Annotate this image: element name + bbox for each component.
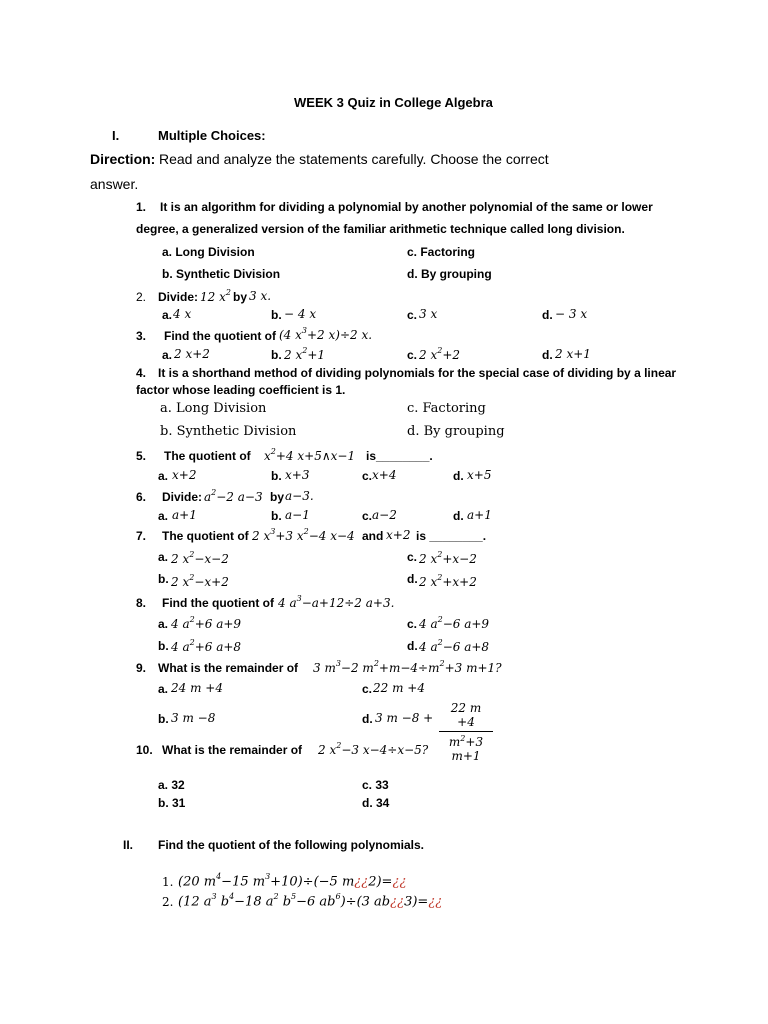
- part2-item2-number: 2.: [162, 895, 174, 909]
- q9-option-b-label: b.: [158, 712, 169, 726]
- direction-text: Read and analyze the statements carefully. Choose the correct: [159, 151, 549, 167]
- q6-text: Divide:: [162, 490, 203, 504]
- q5-option-c: x+4: [372, 468, 397, 482]
- q7-and: and: [362, 529, 384, 543]
- q7-blank: is ________.: [416, 529, 487, 543]
- q9-number: 9.: [136, 661, 147, 675]
- q4-text-line2: factor whose leading coefficient is 1.: [136, 383, 346, 397]
- q5-option-b: x+3: [285, 468, 310, 482]
- q8-option-b-label: b.: [158, 639, 169, 653]
- q2-text: Divide:: [158, 290, 199, 304]
- q6-option-d: a+1: [467, 508, 492, 522]
- q8-number: 8.: [136, 596, 147, 610]
- q7-option-a: 2 $x^2-x-2$: [171, 550, 229, 566]
- part1-numeral: I.: [112, 128, 120, 143]
- q8-option-a-label: a.: [158, 617, 169, 631]
- q9-option-d-denominator: $m^2+3$ m+1: [448, 734, 484, 763]
- q3-text: Find the quotient of: [164, 329, 276, 343]
- q8-option-c-label: c.: [407, 617, 418, 631]
- direction-label: Direction:: [90, 151, 156, 167]
- q5-number: 5.: [136, 449, 147, 463]
- q3-expression: (4 $x^3+2$ x)÷2 x.: [279, 326, 373, 342]
- q9-text: What is the remainder of: [158, 661, 299, 675]
- part2-heading: Find the quotient of the following polynomials.: [158, 838, 424, 852]
- q8-option-b: 4 $a^2+6$ a+8: [171, 638, 242, 654]
- q7-divisor: x+2: [386, 528, 411, 542]
- q2-option-a-label: a.: [162, 308, 173, 322]
- q8-option-d-label: d.: [407, 639, 418, 653]
- q7-option-b-label: b.: [158, 572, 169, 586]
- q6-number: 6.: [136, 490, 147, 504]
- q10-option-b: b. 31: [158, 796, 186, 810]
- q4-text-line1: It is a shorthand method of dividing polynomials for the special case of dividing by a linear: [158, 366, 677, 380]
- q1-option-d: d. By grouping: [407, 267, 492, 281]
- q8-text: Find the quotient of: [162, 596, 274, 610]
- q6-expression: $a^2-2$ a−3: [204, 488, 263, 504]
- q1-option-b: b. Synthetic Division: [162, 267, 281, 281]
- q9-option-c: 22 m +4: [373, 681, 425, 695]
- q9-option-a-label: a.: [158, 682, 169, 696]
- q9-option-d-numerator: 22 m +4: [439, 701, 493, 732]
- q4-option-c: c. Factoring: [407, 401, 486, 416]
- q2-option-b-label: b.: [271, 308, 282, 322]
- q9-option-d-whole: 3 m −8 +: [375, 711, 434, 725]
- q2-option-b: − 4 x: [284, 307, 317, 321]
- q2-option-c: 3 x: [419, 307, 438, 321]
- q3-option-c: 2 $x^2+2$: [419, 346, 461, 362]
- q9-option-d-fraction: [439, 701, 493, 763]
- q3-option-c-label: c.: [407, 348, 418, 362]
- q9-option-a: 24 m +4: [171, 681, 223, 695]
- q7-option-d: 2 $x^2+x+2$: [419, 573, 477, 589]
- q9-option-b: 3 m −8: [171, 711, 216, 725]
- q1-option-c: c. Factoring: [407, 245, 476, 259]
- part2-item1-number: 1.: [162, 875, 174, 889]
- q1-number: 1.: [136, 200, 147, 214]
- q3-option-b-label: b.: [271, 348, 282, 362]
- q7-number: 7.: [136, 529, 147, 543]
- q10-expression: 2 $x^2-3$ x−4÷x−5?: [318, 741, 429, 757]
- q5-option-c-label: c.: [362, 469, 373, 483]
- q6-option-b: a−1: [285, 508, 310, 522]
- q10-text: What is the remainder of: [162, 743, 303, 757]
- q7-text: The quotient of: [162, 529, 249, 543]
- q5-option-b-label: b.: [271, 469, 282, 483]
- q6-option-a: a+1: [172, 508, 197, 522]
- q1-option-a: a. Long Division: [162, 245, 255, 259]
- q5-option-a-label: a.: [158, 469, 169, 483]
- q2-number: 2.: [136, 290, 147, 304]
- q7-option-c: 2 $x^2+x-2$: [419, 550, 477, 566]
- q7-expression: 2 $x^3+3$ $x^2-4$ x−4: [252, 527, 355, 543]
- q2-divisor: 3 x.: [249, 289, 272, 303]
- q9-expression: 3 $m^3-2$ $m^2+m-4\div m^2+3$ m+1?: [313, 659, 502, 675]
- q10-number: 10.: [136, 743, 153, 757]
- q6-divisor: a−3.: [285, 489, 314, 503]
- q4-option-d: d. By grouping: [407, 424, 505, 439]
- q5-option-d-label: d.: [453, 469, 464, 483]
- part2-item1-expression: (20 $m^4-15$ $m^3+10)\div(-5$ m¿¿2)=¿¿: [178, 872, 407, 890]
- q6-option-d-label: d.: [453, 509, 464, 523]
- part2-item2-expression: (12 $a^3$ $b^4-18$ $a^2$ $b^5-6$ $ab^6)\div(3$ ab¿¿3)=¿¿: [178, 892, 443, 910]
- part1-heading: Multiple Choices:: [158, 128, 266, 143]
- q5-blank: is________.: [366, 449, 433, 463]
- q10-option-c: c. 33: [362, 778, 389, 792]
- q2-option-d: − 3 x: [555, 307, 588, 321]
- q8-expression: 4 $a^3-a+12\div 2$ a+3.: [278, 594, 395, 610]
- q2-option-a: 4 x: [173, 307, 192, 321]
- q3-option-a-label: a.: [162, 348, 173, 362]
- q2-option-c-label: c.: [407, 308, 418, 322]
- q7-option-a-label: a.: [158, 550, 169, 564]
- q3-option-a: 2 x+2: [174, 347, 210, 361]
- q7-option-d-label: d.: [407, 572, 418, 586]
- q1-text-line1: It is an algorithm for dividing a polynomial by another polynomial of the same or lower: [160, 200, 653, 214]
- q6-option-b-label: b.: [271, 509, 282, 523]
- part2-numeral: II.: [123, 838, 134, 852]
- q6-option-a-label: a.: [158, 509, 169, 523]
- q5-expression: $x^2+4$ x+5∧x−1: [264, 447, 356, 463]
- q4-option-b: b. Synthetic Division: [160, 424, 297, 439]
- q7-option-b: 2 $x^2-x+2$: [171, 573, 229, 589]
- q1-text-line2: degree, a generalized version of the familiar arithmetic technique called long division.: [136, 222, 625, 236]
- q9-option-c-label: c.: [362, 682, 373, 696]
- q3-number: 3.: [136, 329, 147, 343]
- q2-option-d-label: d.: [542, 308, 553, 322]
- direction-text-cont: answer.: [90, 176, 139, 192]
- q5-text: The quotient of: [164, 449, 251, 463]
- q8-option-a: 4 $a^2+6$ a+9: [171, 615, 242, 631]
- q4-number: 4.: [136, 366, 147, 380]
- q6-option-c-label: c.: [362, 509, 373, 523]
- q10-option-d: d. 34: [362, 796, 390, 810]
- q4-option-a: a. Long Division: [160, 401, 267, 416]
- q3-option-d-label: d.: [542, 348, 553, 362]
- q6-option-c: a−2: [372, 508, 397, 522]
- q8-option-d: 4 $a^2-6$ a+8: [419, 638, 490, 654]
- q8-option-c: 4 $a^2-6$ a+9: [419, 615, 490, 631]
- q3-option-b: 2 $x^2+1$: [284, 346, 326, 362]
- q2-by: by: [233, 290, 248, 304]
- q7-option-c-label: c.: [407, 550, 418, 564]
- q5-option-a: x+2: [172, 468, 197, 482]
- q5-option-d: x+5: [467, 468, 492, 482]
- q2-expression: 12 $x^2$: [200, 288, 231, 304]
- page-title: WEEK 3 Quiz in College Algebra: [294, 95, 493, 110]
- q3-option-d: 2 x+1: [555, 347, 591, 361]
- q10-option-a: a. 32: [158, 778, 185, 792]
- q6-by: by: [270, 490, 285, 504]
- q9-option-d-label: d.: [362, 712, 373, 726]
